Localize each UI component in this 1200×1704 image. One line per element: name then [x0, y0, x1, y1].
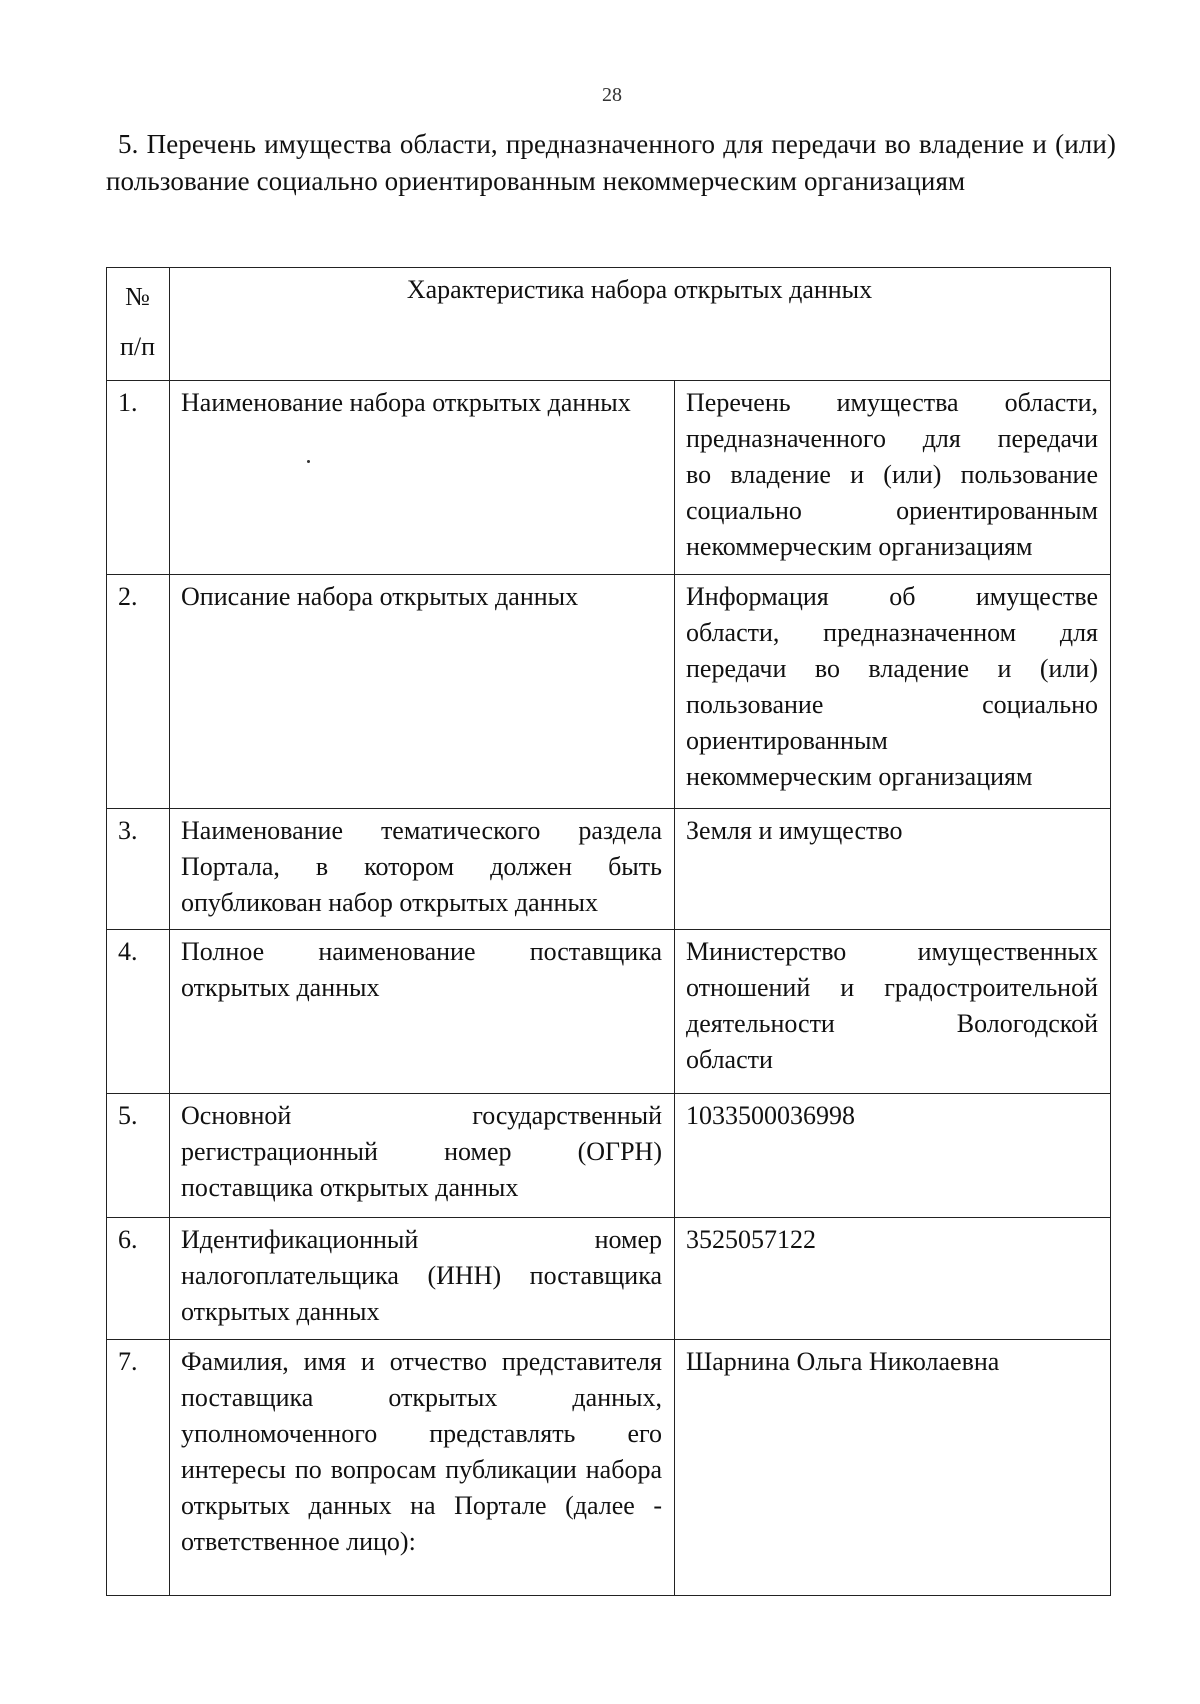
row-label: Наименование тематического раздела Портала, в котором должен быть опубликован набор открытых данных: [170, 809, 675, 930]
table-row: [107, 1094, 1111, 1218]
row-value-line: некоммерческим организациям: [686, 532, 1033, 561]
row-value: [675, 809, 1111, 930]
page-number: 28: [602, 84, 622, 106]
row-number: 3.: [107, 809, 170, 930]
table-row: [107, 1218, 1111, 1340]
row-value-line: передачи во владение и (или): [686, 654, 1099, 683]
header-number-suffix: п/п: [119, 332, 156, 361]
row-number: 4.: [107, 930, 170, 1094]
row-value-line: деятельности Вологодской: [686, 1009, 1099, 1038]
row-value-line: ориентированным: [686, 726, 888, 755]
row-value: [675, 1340, 1111, 1596]
table-row: [107, 809, 1111, 930]
row-label: Основной государственный регистрационный номер (ОГРН) поставщика открытых данных: [170, 1094, 675, 1218]
row-value-line: 3525057122: [686, 1225, 816, 1254]
row-value-line: области: [686, 1045, 773, 1074]
row-value-line: 1033500036998: [686, 1101, 855, 1130]
row-number: 5.: [107, 1094, 170, 1218]
row-label: Идентификационный номер налогоплательщика (ИНН) поставщика открытых данных: [170, 1218, 675, 1340]
row-label-text: Наименование набора открытых данных: [181, 388, 631, 417]
row-number: 6.: [107, 1218, 170, 1340]
section-heading: 5. Перечень имущества области, предназначенного для передачи во владение и (или) пользование социально ориентированным некоммерческим организациям: [106, 129, 1116, 196]
table-header-row: [107, 268, 1111, 381]
row-label: [170, 381, 675, 575]
scan-speck: [307, 460, 310, 463]
row-value-line: Информация об имуществе: [686, 582, 1099, 611]
table-row: [107, 1340, 1111, 1596]
row-value: [675, 381, 1111, 575]
row-value-line: Земля и имущество: [686, 816, 903, 845]
row-label: Описание набора открытых данных: [170, 575, 675, 809]
row-value: [675, 930, 1111, 1094]
header-title-cell: Характеристика набора открытых данных: [170, 268, 1111, 381]
row-number: 2.: [107, 575, 170, 809]
table-row: [107, 930, 1111, 1094]
row-value: [675, 1218, 1111, 1340]
row-number: 1.: [107, 381, 170, 575]
row-value-line: Шарнина Ольга Николаевна: [686, 1347, 1000, 1376]
row-label: Полное наименование поставщика открытых данных: [170, 930, 675, 1094]
row-value-line: области, предназначенном для: [686, 618, 1099, 647]
table-row: [107, 381, 1111, 575]
row-value-line: Перечень имущества области,: [686, 388, 1099, 417]
table-row: [107, 575, 1111, 809]
header-number-cell: [107, 268, 170, 381]
row-label: Фамилия, имя и отчество представителя поставщика открытых данных, уполномоченного представлять его интересы по вопросам публикации набора открытых данных на Портале (далее - ответственное лицо):: [170, 1340, 675, 1596]
open-data-table: [106, 267, 1111, 1596]
row-value-line: предназначенного для передачи: [686, 424, 1099, 453]
row-value-line: пользование социально: [686, 690, 1099, 719]
row-value-line: социально ориентированным: [686, 496, 1099, 525]
row-number: 7.: [107, 1340, 170, 1596]
row-value-line: отношений и градостроительной: [686, 973, 1099, 1002]
row-value: [675, 575, 1111, 809]
row-value-line: некоммерческим организациям: [686, 762, 1033, 791]
row-value: [675, 1094, 1111, 1218]
row-value-line: Министерство имущественных: [686, 937, 1099, 966]
row-value-line: во владение и (или) пользование: [686, 460, 1099, 489]
header-number-symbol: №: [125, 282, 150, 311]
